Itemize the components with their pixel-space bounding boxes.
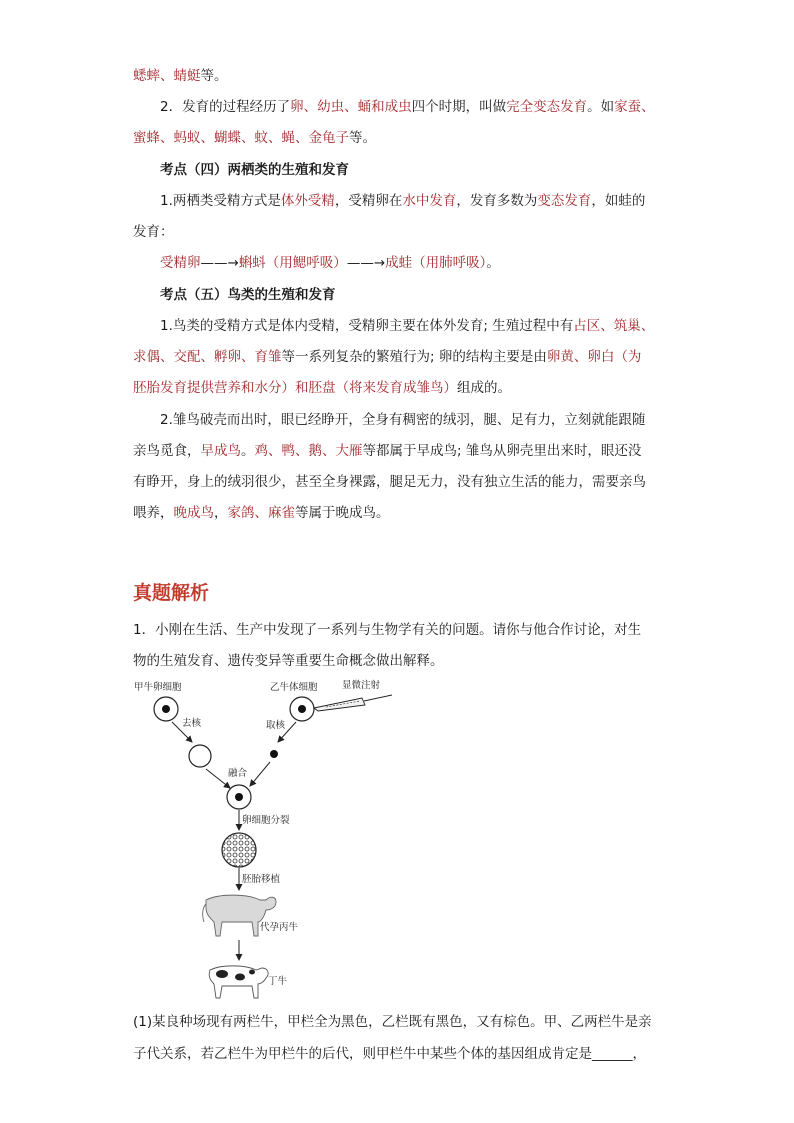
frog-development-line: [160, 253, 672, 273]
subheading: 考点（五）鸟类的生殖和发育: [160, 287, 336, 303]
highlight-text: 求偶、交配、孵卵、育雏: [133, 349, 282, 365]
body-text: 等一系列复杂的繁殖行为; 卵的结构主要是由: [281, 349, 547, 365]
body-text: ——→: [346, 255, 386, 271]
highlight-text: 水中发育: [402, 193, 457, 209]
text-line: [160, 191, 672, 211]
body-text: 亲鸟觅食，: [133, 443, 201, 459]
body-text: 。如: [587, 99, 615, 115]
highlight-text: 卵黄、卵白（为: [546, 349, 642, 365]
highlight-text: 卵、幼虫、蛹和成虫: [290, 99, 412, 115]
body-text: 等都属于早成鸟; 雏鸟从卵壳里出来时，眼还没: [362, 443, 642, 459]
question-text: 物的生殖发育、遗传变异等重要生命概念做出解释。: [133, 653, 444, 669]
highlight-text: 蝌蚪（用鳃呼吸）: [238, 255, 347, 271]
body-text: 发育：: [133, 224, 174, 240]
highlight-text: 成蛙（用肺呼吸）: [385, 255, 487, 271]
calf-icon: [209, 966, 268, 998]
label-calf: 丁牛: [268, 976, 288, 987]
text-line: [133, 441, 673, 461]
egg-cell-icon: [154, 697, 178, 721]
highlight-text: 变态发育: [537, 193, 592, 209]
fused-cell-icon: [227, 785, 251, 809]
body-cell-icon: [290, 697, 314, 721]
text-line: [160, 316, 672, 336]
text-line: [133, 503, 673, 523]
label-micro-injection: 显微注射: [342, 680, 381, 691]
label-fuse: 融合: [228, 768, 248, 779]
subheading: 考点（四）两栖类的生殖和发育: [160, 162, 349, 178]
enucleated-egg-icon: [189, 745, 211, 767]
body-text: ，发育多数为: [456, 193, 538, 209]
label-take-nucleus: 取核: [266, 720, 286, 731]
highlight-text: 蜜蜂、蚂蚁、蝴蝶、蚊、蝇、金龟子: [133, 130, 349, 146]
body-text: 有睁开，身上的绒羽很少，甚至全身裸露，腿足无力，没有独立生活的能力，需要亲鸟: [133, 474, 646, 490]
text-line: [133, 472, 673, 492]
body-text: 等。: [349, 130, 376, 146]
highlight-text: 完全变态发育: [506, 99, 588, 115]
needle-icon: [314, 695, 392, 711]
body-text: 喂养，: [133, 505, 174, 521]
label-cow-b-cell: 乙牛体细胞: [270, 682, 318, 693]
body-text: ，: [214, 505, 228, 521]
body-text: ，受精卵在: [334, 193, 403, 209]
label-embryo-transfer: 胚胎移植: [242, 874, 281, 885]
text-line: [133, 347, 673, 367]
body-text: 四个时期，叫做: [411, 99, 507, 115]
highlight-text: 胚胎发育提供营养和水分）和胚盘（将来发育成雏鸟）: [133, 380, 457, 396]
body-text: 1.两栖类受精方式是: [160, 193, 281, 209]
label-cell-division: 卵细胞分裂: [242, 815, 290, 826]
body-text: 2．发育的过程经历了: [160, 99, 291, 115]
text-line: [160, 97, 672, 117]
body-text: 等。: [200, 68, 228, 84]
highlight-text: 体外受精: [280, 193, 335, 209]
body-text: 。: [486, 255, 500, 271]
section-title: 真题解析: [133, 582, 210, 604]
highlight-text: 早成鸟: [200, 443, 241, 459]
question-text: 1．小刚在生活、生产中发现了一系列与生物学有关的问题。请你与他合作讨论，对生: [133, 622, 642, 638]
text-line: [133, 378, 673, 398]
label-remove-nucleus: 去核: [182, 718, 202, 729]
body-text: 。: [241, 443, 255, 459]
body-text: ——→: [200, 255, 239, 271]
question-text: (1)某良种场现有两栏牛，甲栏全为黑色，乙栏既有黑色，又有棕色。甲、乙两栏牛是亲: [133, 1014, 652, 1030]
highlight-text: 晚成鸟: [173, 505, 214, 521]
text-line: [133, 222, 673, 242]
highlight-text: 鸡、鸭、鹅、大雁: [254, 443, 363, 459]
body-text: 组成的。: [457, 380, 511, 396]
body-text: 1.鸟类的受精方式是体内受精，受精卵主要在体外发育; 生殖过程中有: [160, 318, 574, 334]
label-surrogate-cow: 代孕丙牛: [260, 922, 299, 933]
embryo-icon: [222, 833, 256, 867]
question-text: 子代关系，若乙栏牛为甲栏牛的后代，则甲栏牛中某些个体的基因组成肯定是______，: [133, 1046, 646, 1062]
highlight-text: 家鸽、麻雀: [227, 505, 295, 521]
nucleus-icon: [270, 750, 278, 758]
text-line: [133, 128, 673, 148]
highlight-text: 家蚕、: [614, 99, 655, 115]
body-text: ，如蛙的: [591, 193, 646, 209]
highlight-text: 蟋蟀、蜻蜓: [133, 68, 201, 84]
highlight-text: 受精卵: [160, 255, 201, 271]
body-text: 2.雏鸟破壳而出时，眼已经睁开，全身有稠密的绒羽，腿、足有力，立刻就能跟随: [160, 412, 646, 428]
highlight-text: 占区、筑巢、: [573, 318, 655, 334]
text-line: [160, 410, 672, 430]
label-cow-a-egg: 甲牛卵细胞: [134, 682, 182, 693]
text-line: [133, 66, 673, 86]
body-text: 等属于晚成鸟。: [295, 505, 390, 521]
cloning-diagram: [130, 678, 400, 1008]
